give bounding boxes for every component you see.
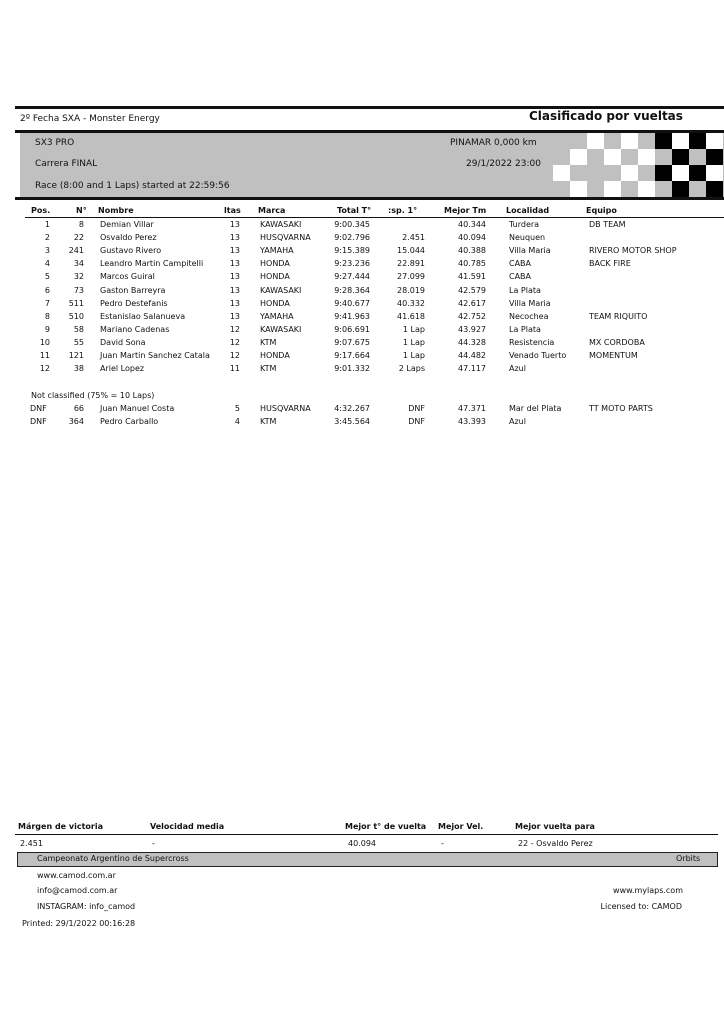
cell-gap: 28.019: [397, 285, 425, 295]
col-name: Nombre: [98, 206, 134, 215]
cell-locality: Venado Tuerto: [509, 351, 567, 360]
cell-brand: HONDA: [260, 259, 290, 269]
cell-locality: La Plata: [509, 324, 541, 334]
cell-name: Leandro Martin Campitelli: [100, 259, 204, 269]
cell-name: Demian Villar: [100, 220, 154, 229]
cell-total: 4:32.267: [334, 404, 370, 413]
cell-best: 41.591: [458, 272, 486, 282]
dnf-row: [0, 404, 724, 417]
cell-name: Juan Manuel Costa: [100, 404, 175, 413]
flag-square: [706, 181, 723, 197]
flag-square: [638, 181, 655, 197]
cell-num: 121: [68, 351, 84, 360]
cell-name: Ariel Lopez: [100, 364, 145, 374]
cell-num: 58: [73, 324, 84, 334]
flag-square: [672, 133, 689, 149]
cell-gap: DNF: [408, 404, 425, 413]
cell-brand: YAMAHA: [260, 246, 294, 256]
cell-locality: Villa Maria: [509, 298, 551, 308]
cell-best: 40.344: [458, 220, 486, 229]
flag-square: [672, 181, 689, 197]
cell-best: 44.328: [458, 337, 486, 347]
result-row: [0, 246, 724, 259]
cell-num: 38: [73, 364, 84, 374]
cell-gap: 1 Lap: [402, 351, 425, 360]
dnf-row: [0, 417, 724, 430]
result-row: [0, 259, 724, 272]
result-row: [0, 364, 724, 377]
label-best-speed: Mejor Vel.: [438, 822, 484, 831]
flag-square: [706, 149, 723, 165]
cell-num: 8: [78, 220, 84, 229]
result-row: [0, 325, 724, 338]
cell-total: 9:02.796: [334, 233, 370, 243]
flag-square: [604, 181, 621, 197]
printed-timestamp: Printed: 29/1/2022 00:16:28: [22, 919, 136, 928]
cell-gap: DNF: [408, 417, 425, 427]
col-laps: ltas: [224, 206, 241, 215]
flag-square: [655, 133, 672, 149]
cell-total: 9:23.236: [334, 259, 370, 269]
flag-square: [672, 165, 689, 181]
flag-square: [604, 165, 621, 181]
flag-square: [553, 133, 570, 149]
cell-laps: 13: [229, 246, 240, 256]
cell-gap: 27.099: [397, 272, 425, 282]
email: info@camod.com.ar: [37, 886, 118, 895]
cell-total: 9:06.691: [334, 324, 370, 334]
cell-brand: HONDA: [260, 298, 290, 308]
cell-best: 42.752: [458, 311, 486, 321]
cell-team: DB TEAM: [589, 220, 626, 229]
cell-name: Pedro Destefanis: [100, 298, 168, 308]
col-brand: Marca: [258, 206, 286, 215]
cell-name: Gustavo Rivero: [100, 246, 162, 256]
cell-locality: CABA: [509, 259, 532, 269]
cell-brand: HONDA: [260, 272, 290, 282]
cell-gap: 2.451: [402, 233, 425, 243]
flag-square: [570, 181, 587, 197]
cell-num: 511: [68, 298, 84, 308]
cell-locality: Resistencia: [509, 337, 555, 347]
website-link: www.camod.com.ar: [37, 871, 116, 880]
cell-gap: 1 Lap: [402, 324, 425, 334]
cell-locality: CABA: [509, 272, 532, 282]
cell-team: TT MOTO PARTS: [589, 404, 653, 413]
flag-square: [655, 149, 672, 165]
cell-team: MOMENTUM: [589, 351, 638, 360]
result-row: [0, 272, 724, 285]
cell-team: TEAM RIQUITO: [589, 311, 648, 321]
cell-laps: 13: [229, 285, 240, 295]
flag-square: [638, 149, 655, 165]
cell-pos: DNF: [30, 404, 47, 413]
flag-square: [706, 133, 723, 149]
race-info: Race (8:00 and 1 Laps) started at 22:59:56: [35, 181, 230, 191]
cell-pos: 1: [44, 220, 50, 229]
cell-total: 9:17.664: [334, 351, 370, 360]
session-name: Carrera FINAL: [35, 159, 98, 169]
flag-square: [570, 149, 587, 165]
result-row: [0, 233, 724, 246]
cell-num: 364: [68, 417, 84, 427]
cell-num: 32: [73, 272, 84, 282]
cell-total: 9:40.677: [334, 298, 370, 308]
flag-square: [672, 149, 689, 165]
cell-locality: Azul: [509, 364, 526, 374]
flag-square: [638, 133, 655, 149]
cell-num: 22: [73, 233, 84, 243]
result-row: [0, 220, 724, 233]
championship: Campeonato Argentino de Supercross: [37, 854, 189, 863]
band-bottom-rule: [15, 197, 724, 200]
value-best-speed: -: [441, 839, 444, 848]
cell-team: RIVERO MOTOR SHOP: [589, 246, 677, 256]
cell-name: Osvaldo Perez: [100, 233, 157, 243]
cell-brand: KTM: [260, 417, 277, 427]
flag-square: [621, 149, 638, 165]
result-row: [0, 286, 724, 299]
col-team: Equipo: [586, 206, 617, 215]
cell-laps: 5: [234, 404, 240, 413]
cell-total: 9:28.364: [334, 285, 370, 295]
cell-locality: Azul: [509, 417, 526, 427]
cell-best: 40.388: [458, 246, 486, 256]
cell-brand: KTM: [260, 364, 277, 374]
cell-brand: KAWASAKI: [260, 324, 302, 334]
cell-gap: 2 Laps: [398, 364, 425, 374]
cell-total: 9:15.389: [334, 246, 370, 256]
cell-total: 9:00.345: [334, 220, 370, 229]
cell-brand: KTM: [260, 337, 277, 347]
report-title: Clasificado por vueltas: [529, 109, 683, 123]
orbits-brand: Orbits: [676, 854, 701, 863]
cell-name: Mariano Cadenas: [100, 324, 170, 334]
cell-laps: 12: [229, 337, 240, 347]
cell-gap: 15.044: [397, 246, 425, 256]
cell-best: 47.117: [458, 364, 486, 374]
value-best-lap: 40.094: [348, 839, 376, 848]
flag-square: [655, 165, 672, 181]
col-num: N°: [76, 206, 87, 215]
flag-square: [587, 133, 604, 149]
cell-locality: Neuquen: [509, 233, 546, 243]
cell-best: 42.579: [458, 285, 486, 295]
cell-best: 43.393: [458, 417, 486, 427]
cell-locality: Turdera: [509, 220, 540, 229]
cell-brand: YAMAHA: [260, 311, 294, 321]
col-best: Mejor Tm: [444, 206, 487, 215]
instagram: INSTAGRAM: info_camod: [37, 902, 136, 911]
cell-pos: 10: [39, 337, 50, 347]
header-underline: [25, 217, 724, 218]
flag-square: [604, 133, 621, 149]
cell-gap: 22.891: [397, 259, 425, 269]
cell-team: MX CORDOBA: [589, 337, 645, 347]
cell-pos: 6: [44, 285, 50, 295]
cell-brand: KAWASAKI: [260, 285, 302, 295]
cell-best: 43.927: [458, 324, 486, 334]
cell-name: Gaston Barreyra: [100, 285, 166, 295]
cell-total: 9:07.675: [334, 337, 370, 347]
cell-team: BACK FIRE: [589, 259, 631, 269]
flag-square: [604, 149, 621, 165]
flag-square: [689, 165, 706, 181]
cell-best: 40.785: [458, 259, 486, 269]
cell-locality: Villa Maria: [509, 246, 551, 256]
flag-square: [689, 149, 706, 165]
col-pos: Pos.: [31, 206, 51, 215]
not-classified-label: Not classified (75% = 10 Laps): [31, 391, 155, 400]
category: SX3 PRO: [35, 138, 75, 148]
cell-num: 55: [73, 337, 84, 347]
cell-name: Pedro Carballo: [100, 417, 159, 427]
value-best-lap-by: 22 - Osvaldo Perez: [518, 839, 593, 848]
cell-laps: 13: [229, 259, 240, 269]
cell-pos: DNF: [30, 417, 47, 427]
cell-brand: HONDA: [260, 351, 290, 360]
checkered-flag-graphic: [553, 133, 724, 197]
cell-pos: 12: [39, 364, 50, 374]
cell-num: 241: [68, 246, 84, 256]
cell-name: Marcos Guiral: [100, 272, 155, 282]
cell-total: 9:27.444: [334, 272, 370, 282]
cell-pos: 5: [44, 272, 50, 282]
cell-num: 510: [68, 311, 84, 321]
cell-pos: 9: [44, 324, 50, 334]
summary-rule: [15, 834, 718, 835]
cell-pos: 11: [39, 351, 50, 360]
cell-brand: KAWASAKI: [260, 220, 302, 229]
flag-square: [553, 181, 570, 197]
value-avg-speed: -: [152, 839, 155, 848]
flag-square: [587, 165, 604, 181]
label-avg-speed: Velocidad media: [150, 822, 225, 831]
label-best-lap: Mejor t° de vuelta: [345, 822, 427, 831]
flag-square: [621, 165, 638, 181]
flag-square: [706, 165, 723, 181]
result-row: [0, 299, 724, 312]
flag-square: [553, 149, 570, 165]
flag-square: [587, 181, 604, 197]
flag-square: [689, 181, 706, 197]
cell-pos: 4: [44, 259, 50, 269]
cell-best: 42.617: [458, 298, 486, 308]
flag-square: [587, 149, 604, 165]
cell-gap: 1 Lap: [402, 337, 425, 347]
cell-laps: 13: [229, 272, 240, 282]
label-margin: Márgen de victoria: [18, 822, 103, 831]
cell-locality: Necochea: [509, 311, 549, 321]
cell-name: Estanislao Salanueva: [100, 311, 186, 321]
cell-gap: 40.332: [397, 298, 425, 308]
cell-locality: La Plata: [509, 285, 541, 295]
cell-pos: 3: [44, 246, 50, 256]
location: PINAMAR 0,000 km: [450, 138, 537, 148]
cell-laps: 13: [229, 233, 240, 243]
cell-name: Juan Martin Sanchez Catala: [100, 351, 210, 360]
session-datetime: 29/1/2022 23:00: [466, 159, 541, 169]
cell-name: David Sona: [100, 337, 146, 347]
flag-square: [553, 165, 570, 181]
col-total: Total T°: [337, 206, 372, 215]
flag-square: [655, 181, 672, 197]
result-row: [0, 312, 724, 325]
cell-laps: 4: [234, 417, 240, 427]
result-row: [0, 338, 724, 351]
cell-laps: 11: [229, 364, 240, 374]
cell-total: 9:41.963: [334, 311, 370, 321]
cell-laps: 12: [229, 351, 240, 360]
cell-pos: 7: [44, 298, 50, 308]
flag-square: [621, 133, 638, 149]
mylaps-link: www.mylaps.com: [613, 886, 683, 895]
cell-laps: 12: [229, 324, 240, 334]
cell-num: 73: [73, 285, 84, 295]
cell-pos: 2: [44, 233, 50, 243]
cell-locality: Mar del Plata: [509, 404, 562, 413]
cell-best: 47.371: [458, 404, 486, 413]
cell-brand: HUSQVARNA: [260, 404, 311, 413]
cell-num: 34: [73, 259, 84, 269]
value-margin: 2.451: [20, 839, 43, 848]
cell-laps: 13: [229, 298, 240, 308]
cell-best: 44.482: [458, 351, 486, 360]
cell-laps: 13: [229, 311, 240, 321]
flag-square: [621, 181, 638, 197]
col-gap: :sp. 1°: [388, 206, 418, 215]
license: Licensed to: CAMOD: [600, 902, 682, 911]
flag-square: [570, 133, 587, 149]
cell-brand: HUSQVARNA: [260, 233, 311, 243]
flag-square: [689, 133, 706, 149]
cell-best: 40.094: [458, 233, 486, 243]
cell-pos: 8: [44, 311, 50, 321]
event-title: 2º Fecha SXA - Monster Energy: [20, 114, 160, 124]
cell-laps: 13: [229, 220, 240, 229]
cell-gap: 41.618: [397, 311, 425, 321]
cell-total: 9:01.332: [334, 364, 370, 374]
result-row: [0, 351, 724, 364]
cell-total: 3:45.564: [334, 417, 370, 427]
col-locality: Localidad: [506, 206, 550, 215]
flag-square: [570, 165, 587, 181]
label-best-lap-by: Mejor vuelta para: [515, 822, 595, 831]
cell-num: 66: [73, 404, 84, 413]
flag-square: [638, 165, 655, 181]
